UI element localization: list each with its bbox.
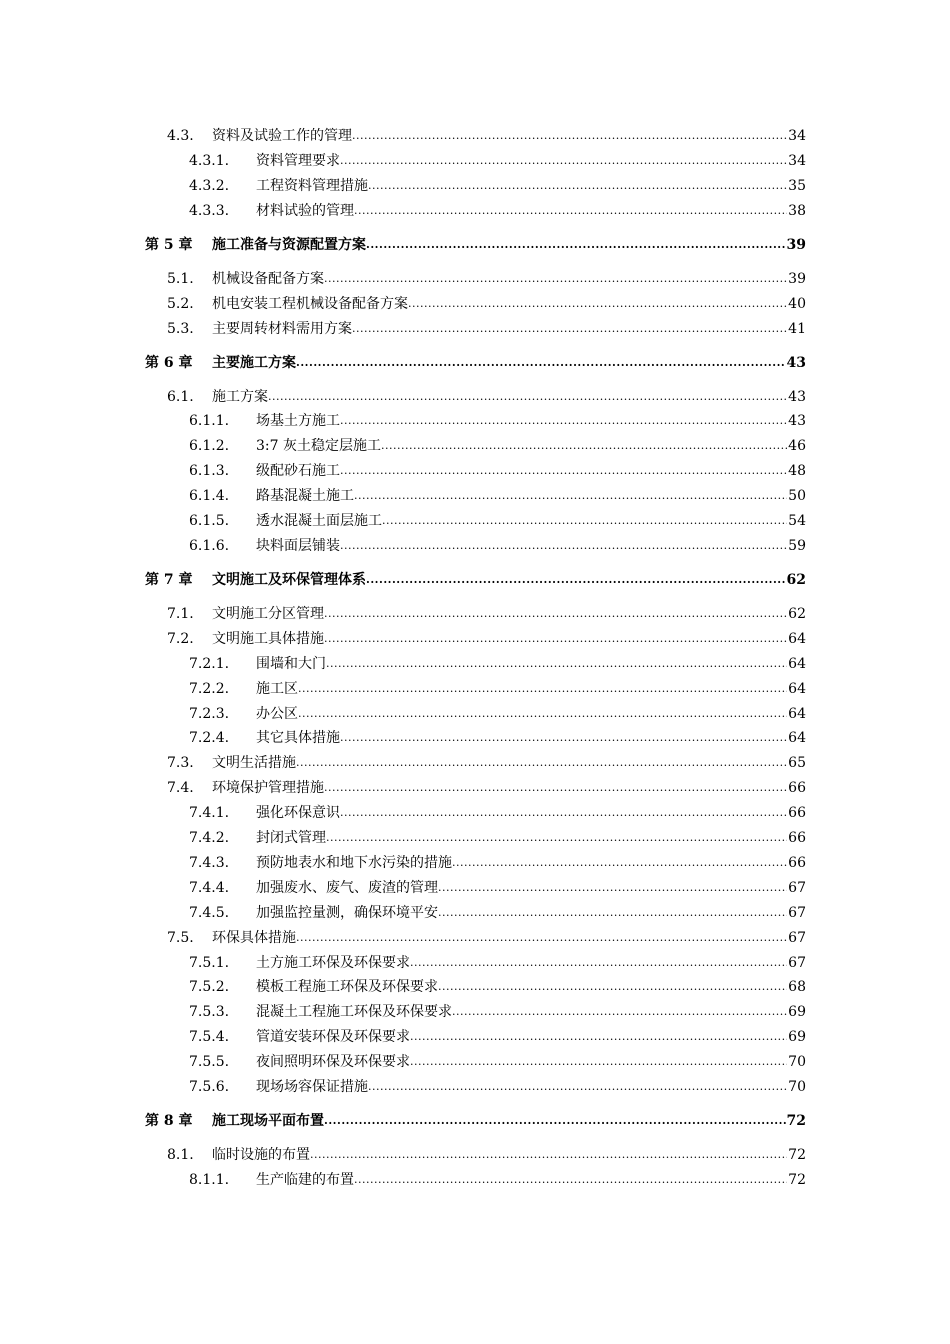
toc-entry[interactable]: [0, 726, 950, 750]
toc-entry-title: 工程资料管理措施: [256, 174, 368, 198]
toc-entry-page-number: 70: [787, 1075, 806, 1099]
toc-entry-page-number: 41: [787, 317, 806, 341]
toc-entry-leader-line: [256, 975, 806, 1000]
toc-entry-number: 7.2.1.: [189, 655, 230, 672]
dot-leader: [408, 292, 806, 316]
dot-leader: [354, 199, 806, 223]
toc-entry-leader-line: [256, 1075, 806, 1100]
toc-entry-number: 6.1.2.: [189, 438, 230, 455]
toc-entry[interactable]: [0, 1000, 950, 1024]
toc-entry-number: 8.1.: [167, 1147, 194, 1163]
toc-entry[interactable]: [0, 1050, 950, 1074]
toc-entry-title: 临时设施的布置: [212, 1143, 310, 1167]
toc-entry-title: 围墙和大门: [256, 652, 326, 676]
toc-entry-leader-line: [256, 951, 806, 976]
toc-entry-page-number: 72: [787, 1168, 806, 1192]
toc-entry[interactable]: [0, 876, 950, 900]
toc-entry[interactable]: [0, 1168, 950, 1192]
dot-leader: [366, 568, 806, 592]
toc-entry-title: 封闭式管理: [256, 826, 326, 850]
toc-entry-number: 7.4.: [167, 780, 194, 797]
toc-entry-page-number: 43: [787, 409, 806, 433]
dot-leader: [324, 627, 806, 651]
toc-entry-number: 7.4.5.: [189, 904, 230, 921]
toc-entry-leader-line: [212, 1143, 806, 1168]
toc-entry[interactable]: [0, 124, 950, 148]
toc-entry[interactable]: [0, 385, 950, 409]
toc-entry-page-number: 50: [787, 484, 806, 508]
toc-entry-page-number: 43: [787, 385, 806, 409]
toc-entry-leader-line: [256, 801, 806, 826]
toc-entry[interactable]: [0, 901, 950, 925]
toc-entry-number: 7.1.: [167, 605, 194, 622]
toc-entry-leader-line: [256, 199, 806, 224]
toc-entry-number: 4.3.2.: [189, 177, 230, 194]
toc-entry-page-number: 39: [787, 267, 806, 291]
toc-entry-page-number: 48: [787, 459, 806, 483]
toc-entry[interactable]: [0, 776, 950, 800]
toc-entry-leader-line: [256, 726, 806, 751]
toc-entry-page-number: 34: [787, 124, 806, 148]
toc-entry-leader-line: [212, 267, 806, 292]
toc-entry-number: 8.1.1.: [189, 1171, 230, 1188]
toc-entry-number: 7.3.: [167, 755, 194, 772]
toc-entry[interactable]: [0, 951, 950, 975]
toc-entry-page-number: 66: [787, 851, 806, 875]
toc-entry[interactable]: [0, 174, 950, 198]
toc-entry-leader-line: [256, 1025, 806, 1050]
dot-leader: [324, 267, 806, 291]
toc-chapter-entry[interactable]: [0, 1109, 950, 1133]
toc-entry-page-number: 65: [787, 751, 806, 775]
toc-entry-title: 环境保护管理措施: [212, 776, 324, 800]
toc-entry-page-number: 34: [787, 149, 806, 173]
toc-entry-page-number: 38: [787, 199, 806, 223]
toc-entry-title: 主要周转材料需用方案: [212, 317, 352, 341]
toc-entry-leader-line: [256, 509, 806, 534]
toc-entry-page-number: 70: [787, 1050, 806, 1074]
toc-entry-leader-line: [256, 459, 806, 484]
toc-entry-title: 环保具体措施: [212, 926, 296, 950]
toc-entry[interactable]: [0, 975, 950, 999]
toc-entry-title: 施工区: [256, 677, 298, 701]
toc-entry-page-number: 40: [787, 292, 806, 316]
toc-entry-page-number: 62: [786, 568, 806, 592]
toc-entry-number: 6.1.3.: [189, 463, 230, 480]
dot-leader: [438, 901, 806, 925]
dot-leader: [410, 1050, 806, 1074]
toc-entry-page-number: 35: [787, 174, 806, 198]
dot-leader: [438, 975, 806, 999]
dot-leader: [340, 801, 806, 825]
toc-entry-leader-line: [256, 484, 806, 509]
toc-entry-title: 办公区: [256, 702, 298, 726]
toc-entry-number: 6.1.4.: [189, 488, 230, 505]
toc-entry[interactable]: [0, 702, 950, 726]
toc-entry-leader-line: [256, 1000, 806, 1025]
toc-entry-title: 现场场容保证措施: [256, 1075, 368, 1099]
toc-entry-page-number: 67: [787, 951, 806, 975]
toc-entry-page-number: 64: [787, 726, 806, 750]
toc-entry-leader-line: [256, 677, 806, 702]
toc-entry[interactable]: [0, 826, 950, 850]
toc-entry-title: 机械设备配备方案: [212, 267, 324, 291]
toc-entry-page-number: 72: [786, 1109, 806, 1133]
toc-entry-number: 6.1.6.: [189, 537, 230, 554]
toc-entry-leader-line: [212, 1109, 806, 1134]
dot-leader: [296, 351, 806, 375]
toc-entry-number: 4.3.1.: [189, 152, 230, 169]
toc-entry-number: 7.2.4.: [189, 730, 230, 747]
toc-entry-page-number: 64: [787, 702, 806, 726]
toc-entry-number: 5.3.: [167, 320, 194, 337]
toc-entry-leader-line: [212, 317, 806, 342]
toc-chapter-entry[interactable]: [0, 568, 950, 592]
toc-entry[interactable]: [0, 434, 950, 458]
dot-leader: [268, 385, 806, 409]
dot-leader: [324, 1109, 806, 1133]
toc-entry-number: 6.1.5.: [189, 513, 230, 529]
dot-leader: [340, 149, 806, 173]
toc-chapter-entry[interactable]: [0, 233, 950, 257]
toc-entry-leader-line: [256, 1168, 806, 1193]
dot-leader: [452, 1000, 806, 1024]
toc-entry-number: 7.5.2.: [189, 979, 230, 996]
toc-entry-number: 第 7 章: [145, 571, 193, 588]
toc-entry[interactable]: [0, 1025, 950, 1049]
toc-entry-page-number: 64: [787, 627, 806, 651]
toc-entry-leader-line: [212, 568, 806, 593]
toc-entry-leader-line: [256, 149, 806, 174]
toc-entry-title: 主要施工方案: [212, 351, 296, 375]
toc-entry-title: 施工准备与资源配置方案: [212, 233, 366, 257]
toc-entry-title: 文明施工及环保管理体系: [212, 568, 366, 592]
dot-leader: [340, 409, 806, 433]
toc-entry-number: 7.2.: [167, 630, 194, 647]
dot-leader: [298, 677, 806, 701]
toc-entry-number: 4.3.3.: [189, 202, 230, 219]
toc-entry-page-number: 67: [787, 901, 806, 925]
toc-entry[interactable]: [0, 484, 950, 508]
dot-leader: [410, 951, 806, 975]
dot-leader: [340, 459, 806, 483]
toc-entry-leader-line: [212, 751, 806, 776]
toc-entry-leader-line: [212, 776, 806, 801]
toc-entry[interactable]: [0, 317, 950, 341]
toc-entry-page-number: 67: [787, 926, 806, 950]
dot-leader: [438, 876, 806, 900]
dot-leader: [340, 534, 806, 558]
toc-entry-title: 管道安装环保及环保要求: [256, 1025, 410, 1049]
toc-entry[interactable]: [0, 652, 950, 676]
toc-entry-page-number: 66: [787, 776, 806, 800]
toc-entry-page-number: 64: [787, 652, 806, 676]
dot-leader: [368, 1075, 806, 1099]
dot-leader: [452, 851, 806, 875]
toc-entry-title: 加强废水、废气、废渣的管理: [256, 876, 438, 900]
toc-entry-title: 资料管理要求: [256, 149, 340, 173]
toc-entry-title: 场基土方施工: [256, 409, 340, 433]
dot-leader: [354, 484, 806, 508]
toc-entry[interactable]: [0, 926, 950, 950]
toc-entry-leader-line: [256, 174, 806, 199]
toc-entry-leader-line: [212, 351, 806, 376]
toc-entry-number: 6.1.1.: [189, 413, 230, 430]
toc-entry-number: 6.1.: [167, 388, 194, 405]
toc-entry-title: 其它具体措施: [256, 726, 340, 750]
toc-entry-leader-line: [256, 876, 806, 901]
dot-leader: [410, 1025, 806, 1049]
toc-entry-leader-line: [256, 826, 806, 851]
toc-entry-number: 第 5 章: [145, 236, 193, 253]
dot-leader: [296, 751, 806, 775]
toc-entry-number: 5.2.: [167, 295, 194, 312]
toc-entry-leader-line: [256, 652, 806, 677]
toc-entry[interactable]: [0, 199, 950, 223]
toc-entry-leader-line: [212, 385, 806, 410]
toc-entry-title: 机电安装工程机械设备配备方案: [212, 292, 408, 316]
dot-leader: [352, 124, 806, 148]
toc-entry-title: 预防地表水和地下水污染的措施: [256, 851, 452, 875]
toc-entry-title: 施工现场平面布置: [212, 1109, 324, 1133]
toc-entry-title: 生产临建的布置: [256, 1168, 354, 1192]
toc-entry-title: 施工方案: [212, 385, 268, 409]
dot-leader: [324, 776, 806, 800]
toc-entry[interactable]: [0, 149, 950, 173]
dot-leader: [382, 509, 806, 533]
toc-entry-number: 4.3.: [167, 128, 194, 144]
toc-entry-number: 7.5.3.: [189, 1004, 230, 1021]
toc-entry-page-number: 66: [787, 826, 806, 850]
toc-entry-title: 3:7 灰土稳定层施工: [256, 434, 381, 458]
toc-entry-number: 7.2.3.: [189, 705, 230, 722]
toc-entry-title: 块料面层铺装: [256, 534, 340, 558]
dot-leader: [324, 602, 806, 626]
toc-entry-leader-line: [256, 409, 806, 434]
toc-entry-number: 第 6 章: [145, 354, 193, 371]
toc-entry-title: 材料试验的管理: [256, 199, 354, 223]
toc-entry-leader-line: [256, 702, 806, 727]
toc-entry-title: 资料及试验工作的管理: [212, 124, 352, 148]
dot-leader: [366, 233, 806, 257]
toc-entry-number: 7.4.3.: [189, 854, 230, 871]
toc-entry-page-number: 69: [787, 1000, 806, 1024]
toc-entry-title: 混凝土工程施工环保及环保要求: [256, 1000, 452, 1024]
toc-entry-page-number: 69: [787, 1025, 806, 1049]
toc-entry-leader-line: [212, 233, 806, 258]
dot-leader: [326, 652, 806, 676]
toc-entry-title: 土方施工环保及环保要求: [256, 951, 410, 975]
toc-entry-leader-line: [212, 292, 806, 317]
toc-entry-page-number: 39: [786, 233, 806, 257]
toc-entry-number: 7.4.2.: [189, 830, 230, 846]
toc-entry-title: 文明生活措施: [212, 751, 296, 775]
toc-entry[interactable]: [0, 292, 950, 316]
toc-entry-title: 文明施工具体措施: [212, 627, 324, 651]
toc-entry[interactable]: [0, 801, 950, 825]
toc-entry-page-number: 72: [787, 1143, 806, 1167]
toc-entry-page-number: 43: [786, 351, 806, 375]
toc-entry-page-number: 66: [787, 801, 806, 825]
toc-entry-leader-line: [256, 851, 806, 876]
toc-entry-page-number: 54: [787, 509, 806, 533]
toc-entry-leader-line: [212, 926, 806, 951]
toc-entry-number: 7.5.1.: [189, 954, 230, 971]
toc-entry-leader-line: [256, 434, 806, 459]
toc-entry-number: 7.4.1.: [189, 805, 230, 822]
toc-entry[interactable]: [0, 851, 950, 875]
dot-leader: [340, 726, 806, 750]
toc-entry-title: 文明施工分区管理: [212, 602, 324, 626]
toc-entry-page-number: 59: [787, 534, 806, 558]
toc-entry[interactable]: [0, 534, 950, 558]
toc-entry-number: 5.1.: [167, 270, 194, 287]
toc-entry-page-number: 68: [787, 975, 806, 999]
toc-entry-number: 第 8 章: [145, 1113, 193, 1129]
toc-entry-page-number: 67: [787, 876, 806, 900]
dot-leader: [354, 1168, 806, 1192]
toc-entry[interactable]: [0, 677, 950, 701]
toc-entry-leader-line: [256, 901, 806, 926]
toc-entry-title: 强化环保意识: [256, 801, 340, 825]
dot-leader: [310, 1143, 806, 1167]
toc-entry-title: 模板工程施工环保及环保要求: [256, 975, 438, 999]
dot-leader: [381, 434, 806, 458]
toc-chapter-entry[interactable]: [0, 351, 950, 375]
dot-leader: [326, 826, 806, 850]
dot-leader: [352, 317, 806, 341]
toc-entry[interactable]: [0, 267, 950, 291]
dot-leader: [298, 702, 806, 726]
toc-entry-title: 级配砂石施工: [256, 459, 340, 483]
toc-entry-leader-line: [256, 534, 806, 559]
toc-entry-title: 路基混凝土施工: [256, 484, 354, 508]
toc-entry-number: 7.2.2.: [189, 680, 230, 697]
toc-entry[interactable]: [0, 509, 950, 533]
toc-entry-number: 7.5.: [167, 929, 194, 946]
toc-entry-leader-line: [256, 1050, 806, 1075]
toc-entry[interactable]: [0, 627, 950, 651]
toc-entry-number: 7.5.4.: [189, 1029, 230, 1046]
toc-entry-title: 夜间照明环保及环保要求: [256, 1050, 410, 1074]
toc-entry-title: 透水混凝土面层施工: [256, 509, 382, 533]
toc-entry-leader-line: [212, 627, 806, 652]
dot-leader: [296, 926, 806, 950]
toc-entry-page-number: 62: [787, 602, 806, 626]
toc-entry[interactable]: [0, 1075, 950, 1099]
toc-entry[interactable]: [0, 751, 950, 775]
toc-entry-number: 7.5.6.: [189, 1079, 230, 1095]
dot-leader: [368, 174, 806, 198]
toc-entry-number: 7.4.4.: [189, 879, 230, 896]
toc-entry-title: 加强监控量测，确保环境平安: [256, 901, 438, 925]
toc-entry-page-number: 46: [787, 434, 806, 458]
toc-entry[interactable]: [0, 409, 950, 433]
toc-entry[interactable]: [0, 1143, 950, 1167]
toc-entry-number: 7.5.5.: [189, 1054, 230, 1071]
toc-entry[interactable]: [0, 459, 950, 483]
toc-entry-leader-line: [212, 602, 806, 627]
toc-entry[interactable]: [0, 602, 950, 626]
toc-entry-page-number: 64: [787, 677, 806, 701]
toc-entry-leader-line: [212, 124, 806, 149]
